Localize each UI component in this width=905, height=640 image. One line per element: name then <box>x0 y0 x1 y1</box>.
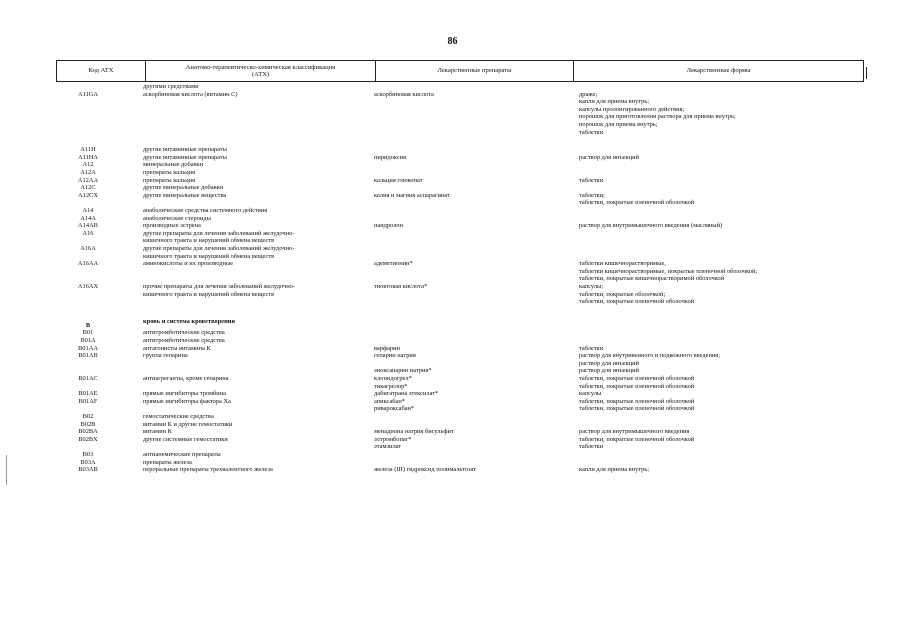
dosage-form-line: драже; <box>579 90 598 98</box>
classification-name <box>143 184 363 192</box>
classification-name-line: аскорбиновая кислота (витамин С) <box>143 90 238 98</box>
atc-code: B01 <box>82 329 94 337</box>
drug-name <box>374 436 574 444</box>
classification-name-line: прямые ингибиторы тромбина <box>143 390 226 398</box>
classification-name <box>143 222 363 230</box>
drug-name <box>374 352 574 360</box>
dosage-form <box>579 383 869 391</box>
drug-name <box>374 367 574 375</box>
header-classification-line-1: Анатомо-терапевтическо-химическая классификация <box>185 63 336 71</box>
classification-name <box>143 283 363 298</box>
atc-code: B01AC <box>78 375 98 382</box>
dosage-form-line: таблетки <box>579 128 604 136</box>
classification-name <box>143 352 363 360</box>
header-classification <box>146 61 375 81</box>
dosage-form-line: таблетки, покрытые пленочной оболочкой <box>579 397 695 405</box>
drug-name-line: апиксабан* <box>374 397 405 405</box>
drug-name <box>374 443 574 451</box>
drug-name <box>374 383 574 391</box>
classification-name <box>143 260 363 268</box>
classification-name-line: кишечного тракта и нарушений обмена веществ <box>143 237 275 245</box>
atc-code: A12C <box>80 184 96 192</box>
atc-code: B02B <box>80 420 96 428</box>
drug-name-line: менадиона натрия бисульфит <box>374 428 454 436</box>
drug-name-line: адеметионин* <box>374 260 413 268</box>
dosage-form <box>579 466 869 474</box>
classification-name <box>143 91 363 99</box>
classification-name-line: антагонисты витамина К <box>143 344 211 352</box>
classification-name-line: кишечного тракта и нарушений обмена веществ <box>143 252 275 260</box>
classification-name <box>143 146 363 154</box>
dosage-form <box>579 390 869 398</box>
dosage-form <box>579 177 869 185</box>
dosage-form-line: таблетки кишечнорастворимые, <box>579 260 666 268</box>
classification-name <box>143 215 363 223</box>
drug-name-line: тикагрелор* <box>374 382 408 390</box>
classification-name-line: витамин К <box>143 428 172 436</box>
drug-name-line: варфарин <box>374 344 400 352</box>
dosage-form-line: таблетки, покрытые пленочной оболочкой <box>579 375 695 382</box>
dosage-form-line: порошок для приготовления раствора для приема внутрь; <box>579 113 736 121</box>
drug-name <box>374 390 574 398</box>
classification-name-line: антитромботические средства <box>143 337 225 344</box>
classification-name <box>143 154 363 162</box>
classification-name <box>143 337 363 345</box>
classification-name-line: другие витаминные препараты <box>143 146 227 154</box>
dosage-form <box>579 398 869 406</box>
atc-code: A11GA <box>78 90 98 98</box>
dosage-form-line: таблетки <box>579 344 604 352</box>
atc-code: B02BA <box>78 428 98 436</box>
classification-name-line: анаболические средства системного действия <box>143 207 268 214</box>
classification-name-line: другие минеральные добавки <box>143 184 224 192</box>
dosage-form-line: таблетки; <box>579 191 605 199</box>
drug-name-line: тиоктовая кислота* <box>374 283 428 290</box>
dosage-form-line: капсулы <box>579 390 602 398</box>
dosage-form-line: капсулы; <box>579 283 604 290</box>
classification-name-line: другими средствами <box>143 83 199 90</box>
dosage-form-line: таблетки, покрытые пленочной оболочкой <box>579 435 695 443</box>
classification-name-line: кишечного тракта и нарушений обмена веществ <box>143 290 275 298</box>
header-classification-line-2: (АТХ) <box>251 71 270 78</box>
dosage-form <box>579 283 869 306</box>
atc-code: B01AE <box>78 390 98 398</box>
atc-code: A16AX <box>77 283 99 290</box>
dosage-form <box>579 428 869 436</box>
classification-name-line: другие системные гемостатики <box>143 435 228 443</box>
dosage-form-line: таблетки, покрытые пленочной оболочкой <box>579 199 695 207</box>
classification-name <box>143 161 363 169</box>
classification-name-line: аминокислоты и их производные <box>143 260 234 268</box>
dosage-form-line: таблетки, покрытые пленочной оболочкой <box>579 405 695 413</box>
atc-code: A11HA <box>78 153 98 161</box>
dosage-form-line: таблетки <box>579 176 604 184</box>
classification-name-line: витамин К и другие гемостатики <box>143 420 233 428</box>
classification-name <box>143 207 363 215</box>
drug-name-line: нандролон <box>374 222 404 230</box>
drug-name <box>374 375 574 383</box>
atc-code: A16A <box>80 245 96 252</box>
drug-name-line: калия и магния аспарагинат <box>374 191 450 199</box>
classification-name <box>143 466 363 474</box>
classification-name-line: другие препараты для лечения заболеваний желудочно- <box>143 229 295 237</box>
classification-name <box>143 83 363 91</box>
drug-name <box>374 222 574 230</box>
classification-name-line: другие витаминные препараты <box>143 153 227 161</box>
atc-code: A14AB <box>78 222 98 230</box>
atc-code: B01AA <box>78 344 98 352</box>
table-header <box>56 60 864 82</box>
dosage-form-line: раствор для инъекций <box>579 359 639 367</box>
atc-code: A12CX <box>78 191 98 199</box>
atc-code: B03AB <box>78 466 98 474</box>
atc-code: A14 <box>82 207 94 214</box>
classification-name-line: прочие препараты для лечения заболеваний желудочно- <box>143 283 296 290</box>
dosage-form <box>579 375 869 383</box>
dosage-form-line: раствор для инъекций <box>579 367 639 375</box>
dosage-form <box>579 436 869 444</box>
classification-name <box>143 428 363 436</box>
atc-code: B02 <box>82 413 94 420</box>
atc-code: A16AA <box>77 260 99 268</box>
dosage-form-line: таблетки кишечнорастворимые, покрытые пленочной оболочкой; <box>579 267 758 275</box>
drug-name-line: железа (III) гидроксид полимальтозат <box>374 466 476 474</box>
dosage-form <box>579 154 869 162</box>
classification-name-line: пероральные препараты трехвалентного железа <box>143 466 273 474</box>
dosage-form-line: порошок для приема внутрь; <box>579 120 658 128</box>
classification-name-line: анаболические стероиды <box>143 214 211 222</box>
classification-name-line: группа гепарина <box>143 352 188 360</box>
atc-code: B01AB <box>78 352 98 360</box>
dosage-form-line: капли для приема внутрь; <box>579 98 650 106</box>
dosage-form-line: капсулы пролонгированного действия; <box>579 105 685 113</box>
dosage-form-line: раствор для внутримышечного введения (масляный) <box>579 222 723 230</box>
dosage-form-line: капли для приема внутрь; <box>579 466 650 474</box>
drug-name <box>374 428 574 436</box>
dosage-form <box>579 192 869 207</box>
drug-name <box>374 177 574 185</box>
atc-code: B01AF <box>78 397 98 405</box>
classification-name-line: антианемические препараты <box>143 451 221 458</box>
classification-name-line: производные эстрена <box>143 222 201 230</box>
drug-name <box>374 466 574 474</box>
drug-name <box>374 345 574 353</box>
classification-name-line: антитромботические средства <box>143 329 225 337</box>
classification-name-line: препараты кальция <box>143 169 196 176</box>
dosage-form <box>579 260 869 283</box>
drug-name-line: кальция глюконат <box>374 176 423 184</box>
header-drugs: Лекарственные препараты <box>437 67 512 75</box>
classification-name <box>143 375 363 383</box>
header-forms: Лекарственные формы <box>686 67 751 75</box>
classification-name <box>143 390 363 398</box>
classification-name-line: препараты железа <box>143 458 192 466</box>
drug-name-line: пиридоксин <box>374 153 407 161</box>
dosage-form <box>579 352 869 367</box>
drug-name <box>374 398 574 406</box>
classification-name <box>143 398 363 406</box>
classification-name <box>143 413 363 421</box>
atc-code: A12A <box>80 169 96 176</box>
atc-code: B01A <box>80 337 96 344</box>
drug-name-line: клопидогрел* <box>374 375 412 382</box>
dosage-form <box>579 443 869 451</box>
atc-code: A11H <box>80 146 96 154</box>
classification-name-line: гемостатические средства <box>143 413 214 420</box>
atc-code: A16 <box>82 229 94 237</box>
classification-name <box>143 421 363 429</box>
drug-name-line: гепарин натрия <box>374 352 416 360</box>
atc-code: B03 <box>82 451 94 458</box>
classification-name-line: другие минеральные вещества <box>143 191 227 199</box>
dosage-form-line: таблетки, покрытые кишечнорастворимой оболочкой <box>579 275 725 283</box>
classification-name <box>143 230 363 245</box>
classification-name-line: препараты кальция <box>143 176 196 184</box>
header-code: Код АТХ <box>88 67 114 75</box>
classification-name-line: другие препараты для лечения заболеваний желудочно- <box>143 245 295 252</box>
dosage-form-line: таблетки <box>579 443 604 451</box>
drug-name <box>374 154 574 162</box>
classification-name <box>143 177 363 185</box>
drug-name <box>374 192 574 200</box>
classification-name <box>143 329 363 337</box>
classification-name <box>143 169 363 177</box>
dosage-form <box>579 405 869 413</box>
classification-name <box>143 459 363 467</box>
drug-name-line: элтромбопаг* <box>374 435 412 443</box>
dosage-form <box>579 91 869 137</box>
dosage-form-line: таблетки, покрытые пленочной оболочкой <box>579 298 695 306</box>
classification-name <box>143 245 363 260</box>
page-number: 86 <box>447 36 458 47</box>
dosage-form-line: раствор для инъекций <box>579 153 639 161</box>
drug-name <box>374 283 574 291</box>
atc-code: A12AA <box>77 176 99 184</box>
dosage-form-line: таблетки, покрытые пленочной оболочкой <box>579 382 695 390</box>
classification-name <box>143 451 363 459</box>
drug-name-line: ривароксабан* <box>374 405 415 413</box>
drug-name <box>374 91 574 99</box>
drug-name-line: аскорбиновая кислота <box>374 90 434 98</box>
drug-name-line: этамзилат <box>374 443 402 451</box>
dosage-form <box>579 367 869 375</box>
classification-name <box>143 345 363 353</box>
dosage-form <box>579 222 869 230</box>
drug-name-line: дабигатрана этексилат* <box>374 390 439 398</box>
classification-name-line: прямые ингибиторы фактора Xa <box>143 397 231 405</box>
atc-code: B03A <box>80 458 96 466</box>
atc-code: A14A <box>80 214 96 222</box>
dosage-form-line: таблетки, покрытые оболочкой; <box>579 290 666 298</box>
atc-code: A12 <box>82 161 94 169</box>
classification-name <box>143 436 363 444</box>
drug-name <box>374 405 574 413</box>
atc-code: B02BX <box>78 435 98 443</box>
classification-name-line: антиагреганты, кроме гепарина <box>143 375 229 382</box>
dosage-form-line: раствор для внутривенного и подкожного введения; <box>579 352 721 360</box>
dosage-form <box>579 345 869 353</box>
atc-code: B <box>85 321 91 329</box>
dosage-form-line: раствор для внутримышечного введения <box>579 428 690 436</box>
classification-name-line: кровь и система кроветворения <box>143 317 235 325</box>
drug-name-line: эноксапарин натрия* <box>374 367 432 375</box>
classification-name <box>143 318 363 326</box>
classification-name <box>143 192 363 200</box>
classification-name-line: минеральные добавки <box>143 161 204 169</box>
drug-name <box>374 260 574 268</box>
